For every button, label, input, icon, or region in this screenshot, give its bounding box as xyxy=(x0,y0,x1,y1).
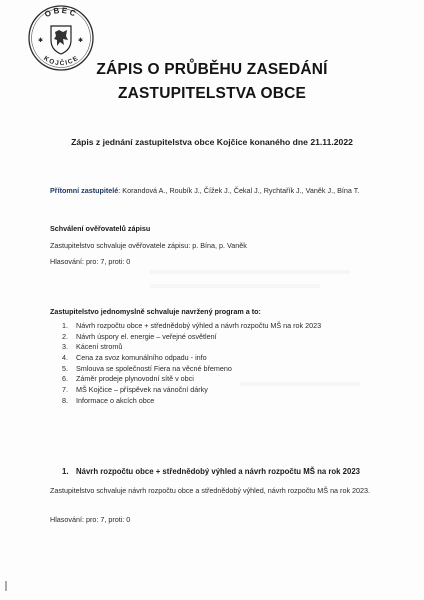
list-item: 5. Smlouva se společností Fiera na věcné břemeno xyxy=(62,363,232,373)
list-item: 3. Kácení stromů xyxy=(62,342,123,352)
list-item: 8. Informace o akcích obce xyxy=(62,395,155,405)
coat-of-arms-icon xyxy=(51,26,71,54)
document-title-line2: ZASTUPITELSTVA OBCE xyxy=(117,85,307,102)
list-item: 1. Návrh rozpočtu obce + střednědobý výhled a návrh rozpočtu MŠ na rok 2023 xyxy=(62,321,322,330)
present-members-names: : Korandová A., Roubík J., Čížek J., Čekal J., Rychtařík J., Vaněk J., Bína T. xyxy=(118,186,360,195)
seal-star-icon: ✱ xyxy=(78,38,84,44)
seal-star-icon: ✱ xyxy=(38,38,44,44)
section1-heading: 1. Návrh rozpočtu obce + střednědobý výhled a návrh rozpočtu MŠ na rok 2023 xyxy=(62,467,361,476)
bleed-through xyxy=(150,270,350,274)
meeting-subtitle: Zápis z jednání zastupitelstva obce Kojčice konaného dne 21.11.2022 xyxy=(71,137,353,147)
program-heading: Zastupitelstvo jednomyslně schvaluje navržený program a to: xyxy=(50,307,261,316)
present-members xyxy=(50,186,359,195)
list-item: 7. MŠ Kojčice – příspěvek na vánoční dárky xyxy=(62,385,208,395)
seal-top-text: OBEC xyxy=(43,5,79,20)
list-item: 6. Záměr prodeje plynovodní sítě v obci xyxy=(62,374,194,384)
document-title-line1: ZÁPIS O PRŮBĚHU ZASEDÁNÍ xyxy=(96,61,328,78)
list-item: 2. Návrh úspory el. energie – veřejné osvětlení xyxy=(62,331,217,341)
verifiers-heading: Schválení ověřovatelů zápisu xyxy=(50,224,151,233)
scan-mark xyxy=(5,581,7,591)
seal-bottom-text: KOJČICE xyxy=(42,54,80,68)
verifiers-vote: Hlasování: pro: 7, proti: 0 xyxy=(50,257,131,266)
list-item: 4. Cena za svoz komunálního odpadu - info xyxy=(62,353,207,363)
svg-text:OBEC xyxy=(43,6,79,19)
verifiers-text: Zastupitelstvo schvaluje ověřovatele zápisu: p. Bína, p. Vaněk xyxy=(50,241,247,250)
section1-text: Zastupitelstvo schvaluje návrh rozpočtu obce a střednědobý výhled, návrh rozpočtu MŠ na rok 2023. xyxy=(50,486,371,495)
bleed-through xyxy=(150,284,320,288)
program-list xyxy=(62,321,321,407)
section1-vote: Hlasování: pro: 7, proti: 0 xyxy=(50,515,131,524)
present-members-label: Přítomní zastupitelé xyxy=(50,186,119,195)
